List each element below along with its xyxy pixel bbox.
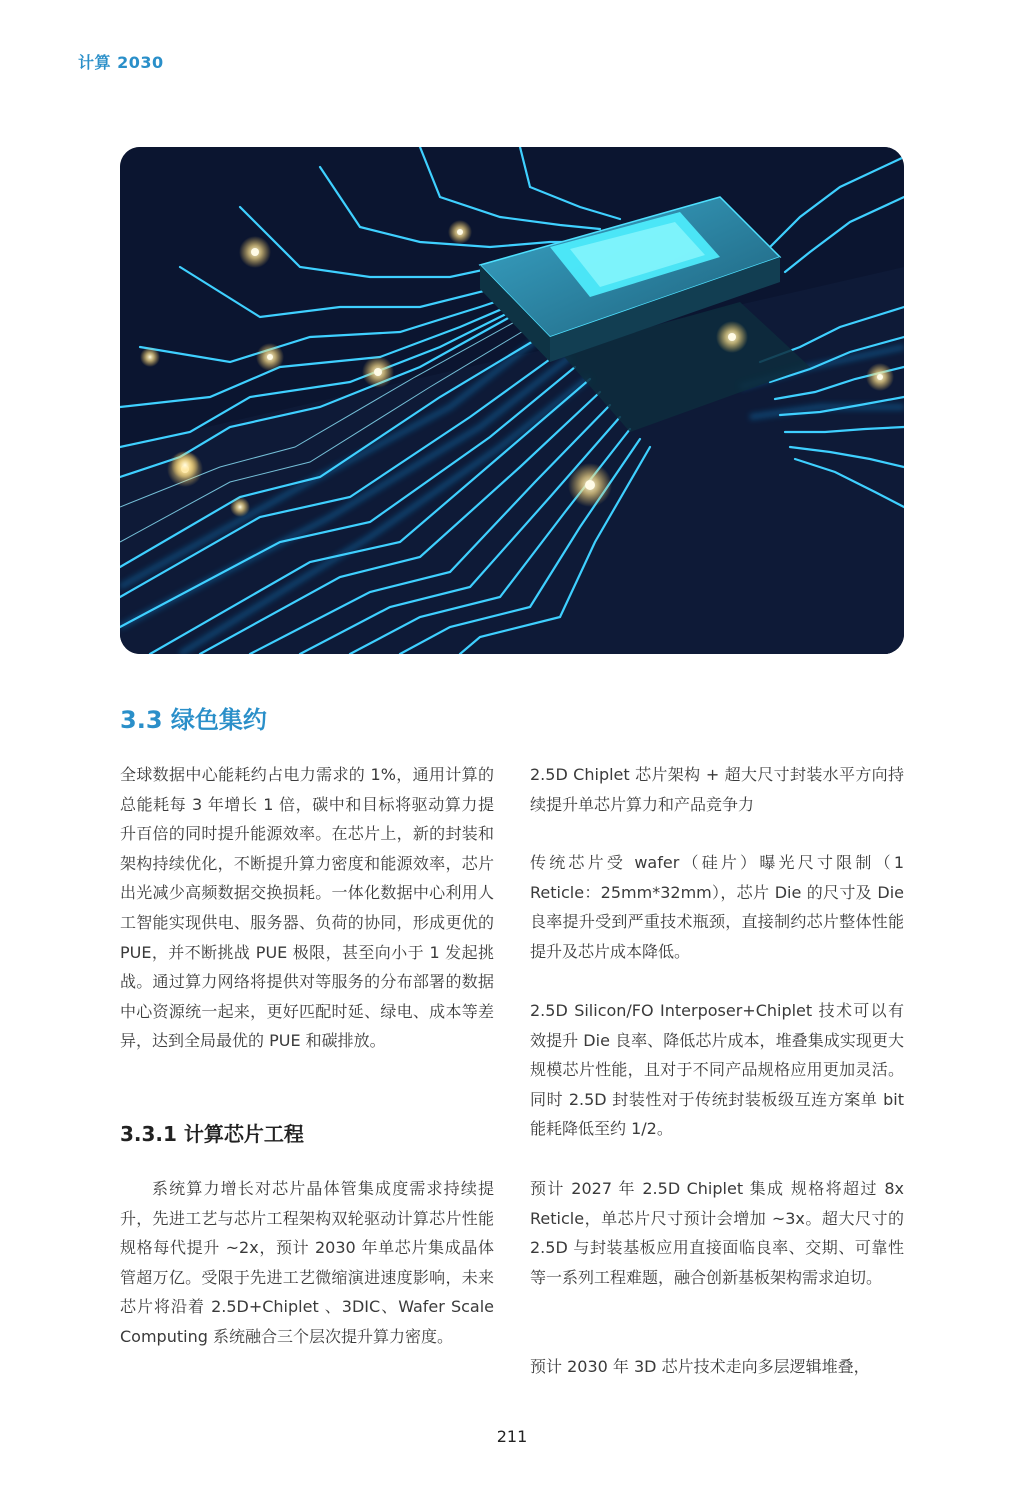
subsection-paragraph: 系统算力增长对芯片晶体管集成度需求持续提升，先进工艺与芯片工程架构双轮驱动计算芯片性能规格每代提升 ~2x，预计 2030 年单芯片集成晶体管超万亿。受限于先进工艺微缩演进速度影响，未来芯片将沿着 2.5D+Chiplet 、3DIC、Wafer Scale Computing 系统融合三个层次提升算力密度。 [120,1179,494,1346]
subsection-title: 3.3.1 计算芯片工程 [120,1122,304,1146]
section-intro-paragraph: 全球数据中心能耗约占电力需求的 1%，通用计算的总能耗每 3 年增长 1 倍，碳中和目标将驱动算力提升百倍的同时提升能源效率。在芯片上，新的封装和架构持续优化，不断提升算力密度和能源效率，芯片出光减少高频数据交换损耗。一体化数据中心利用人工智能实现供电、服务器、负荷的协同，形成更优的 PUE，并不断挑战 PUE 极限，甚至向小于 1 发起挑战。通过算力网络将提供对等服务的分布部署的数据中心资源统一起来，更好匹配时延、绿电、成本等差异，达到全局最优的 PUE 和碳排放。 [120,765,494,1051]
right-paragraph-3: 2.5D Silicon/FO Interposer+Chiplet 技术可以有效提升 Die 良率、降低芯片成本，堆叠集成实现更大规模芯片性能，且对于不同产品规格应用更加灵活。同时 2.5D 封装性对于传统封装板级互连方案单 bit 能耗降低至约 1/2。 [530,1001,904,1139]
running-header: 计算 2030 [78,53,164,72]
section-title: 3.3 绿色集约 [120,706,267,734]
circuit-board-icon [120,147,904,654]
right-paragraph-5: 预计 2030 年 3D 芯片技术走向多层逻辑堆叠， [530,1357,870,1376]
right-paragraph-2: 传统芯片受 wafer（硅片）曝光尺寸限制（1 Reticle：25mm*32mm），芯片 Die 的尺寸及 Die 良率提升受到严重技术瓶颈，直接制约芯片整体性能提升及芯片成本降低。 [530,853,904,961]
right-paragraph-4: 预计 2027 年 2.5D Chiplet 集成 规格将超过 8x Reticle，单芯片尺寸预计会增加 ~3x。超大尺寸的 2.5D 与封装基板应用直接面临良率、交期、可靠性等一系列工程难题，融合创新基板架构需求迫切。 [530,1179,904,1287]
page-number: 211 [496,1427,528,1446]
circuit-board-image [120,147,904,654]
right-paragraph-1: 2.5D Chiplet 芯片架构 + 超大尺寸封装水平方向持续提升单芯片算力和产品竞争力 [530,765,904,814]
